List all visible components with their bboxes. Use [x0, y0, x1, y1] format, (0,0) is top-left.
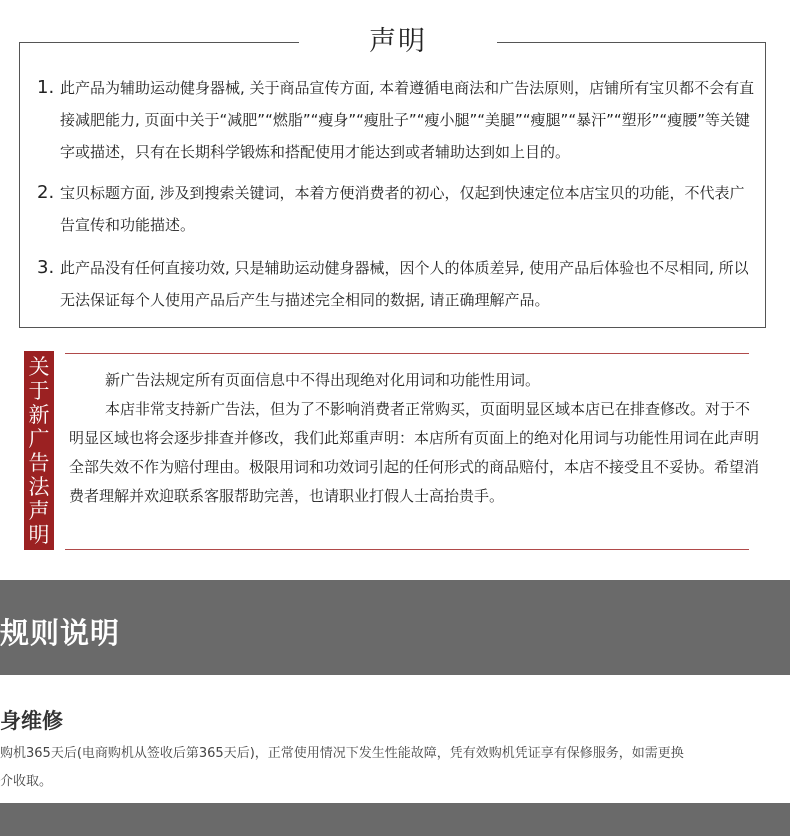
declaration-top-rule-left [19, 42, 299, 43]
declaration-item-text: 宝贝标题方面, 涉及到搜索关键词，本着方便消费者的初心，仅起到快速定位本店宝贝的功能，不代表广告宣传和功能描述。 [60, 184, 745, 234]
ad-law-label-char: 关 [28, 355, 50, 379]
ad-law-paragraph: 新广告法规定所有页面信息中不得出现绝对化用词和功能性用词。 [105, 371, 541, 389]
declaration-item-text: 此产品没有任何直接功效, 只是辅助运动健身器械，因个人的体质差异, 使用产品后体验也不尽相同, 所以无法保证每个人使用产品后产生与描述完全相同的数据, 请正确理解产品。 [60, 259, 749, 309]
warranty-subheading: 身维修 [0, 709, 63, 733]
ad-law-label-char: 法 [28, 475, 50, 499]
declaration-item [37, 72, 759, 168]
declaration-item-number: 3. [37, 257, 55, 278]
ad-law-label-char: 新 [28, 403, 50, 427]
declaration-item-number: 2. [37, 182, 55, 203]
bottom-band [0, 803, 790, 836]
declaration-title: 声明 [369, 26, 427, 57]
ad-law-divider-top [65, 353, 749, 354]
ad-law-paragraph: 本店非常支持新广告法，但为了不影响消费者正常购买，页面明显区域本店已在排查修改。对于不明显区域也将会逐步排查并修改，我们此郑重声明：本店所有页面上的绝对化用词与功能性用词在此声明全部失效不作为赔付理由。极限用词和功效词引起的任何形式的商品赔付，本店不接受且不妥协。希望消费者理解并欢迎联系客服帮助完善，也请职业打假人士高抬贵手。 [69, 400, 760, 505]
rules-title: 规则说明 [0, 616, 121, 650]
warranty-text-line: 购机365天后(电商购机从签收后第365天后)，正常使用情况下发生性能故障，凭有效购机凭证享有保修服务，如需更换 [0, 746, 684, 761]
warranty-text-line: 介收取。 [0, 774, 53, 789]
declaration-item-number: 1. [37, 77, 55, 98]
declaration-item [37, 177, 759, 241]
ad-law-label [24, 351, 54, 550]
ad-law-label-char: 明 [28, 523, 50, 547]
ad-law-label-char: 广 [28, 427, 50, 451]
ad-law-label-char: 告 [28, 451, 50, 475]
ad-law-label-char: 声 [28, 499, 50, 523]
declaration-list [37, 72, 759, 327]
warranty-text [0, 740, 790, 796]
ad-law-text [69, 366, 761, 511]
declaration-item-text: 此产品为辅助运动健身器械, 关于商品宣传方面, 本着遵循电商法和广告法原则，店铺所有宝贝都不会有直接减肥能力, 页面中关于“减肥”“燃脂”“瘦身”“瘦肚子”“瘦小腿”“美腿”“瘦腿”“暴汗”“塑形”“瘦腰”等关键字或描述，只有在长期科学锻炼和搭配使用才能达到或者辅助达到如上目的。 [60, 79, 755, 161]
declaration-top-rule-right [497, 42, 766, 43]
ad-law-label-char: 于 [28, 379, 50, 403]
ad-law-divider-bottom [65, 549, 749, 550]
declaration-item [37, 252, 759, 316]
